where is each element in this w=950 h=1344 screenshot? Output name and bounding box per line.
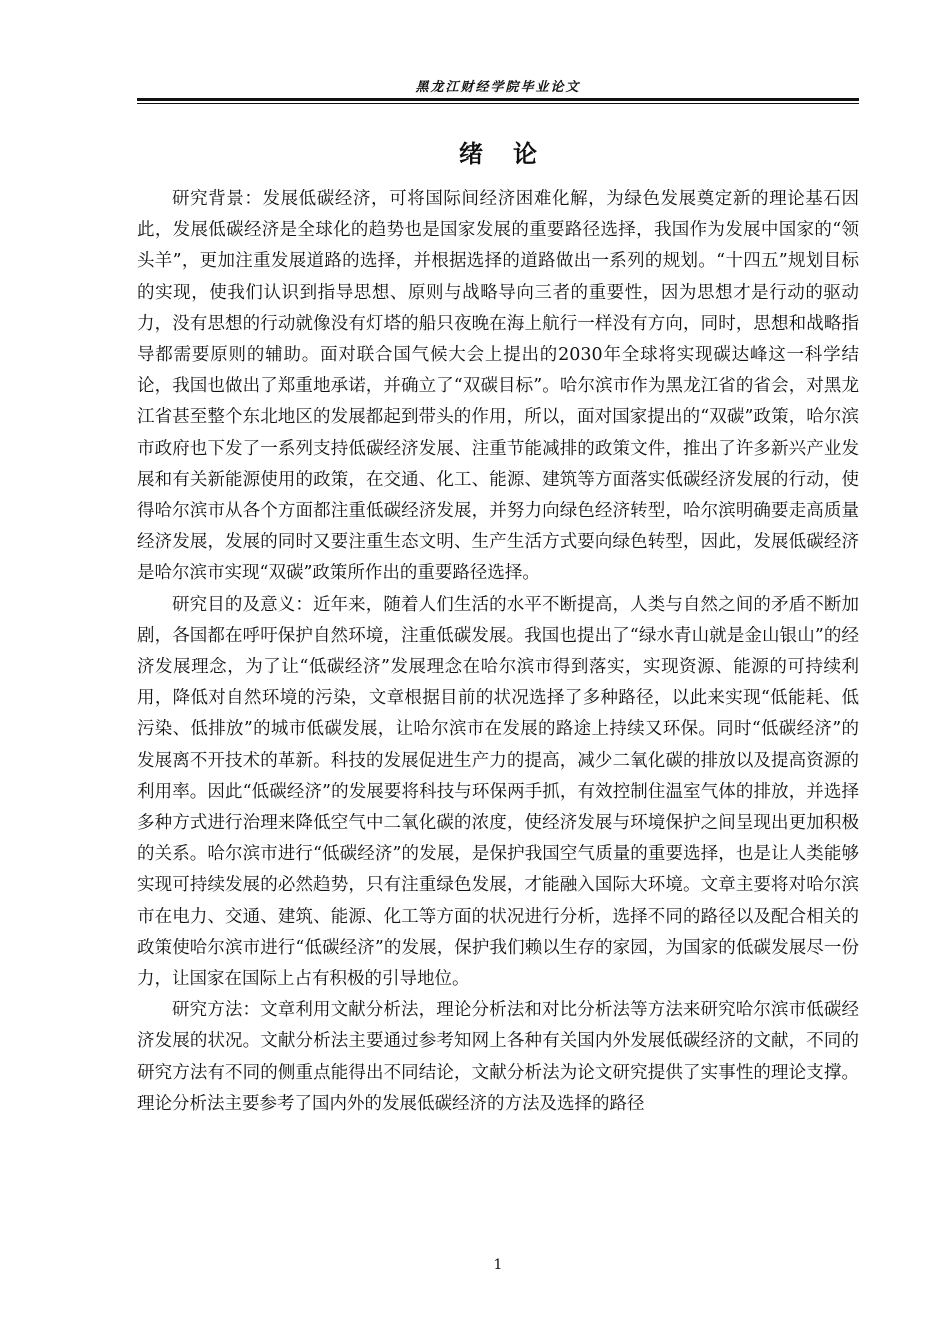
- body-text: [137, 184, 859, 1120]
- header-rule-thick: [137, 98, 859, 101]
- paragraph-research-background: 研究背景：发展低碳经济，可将国际间经济困难化解，为绿色发展奠定新的理论基石因此，发展低碳经济是全球化的趋势也是国家发展的重要路径选择，我国作为发展中国家的“领头羊”，更加注重发展道路的选择，并根据选择的道路做出一系列的规划。“十四五”规划目标的实现，使我们认识到指导思想、原则与战略导向三者的重要性，因为思想才是行动的驱动力，没有思想的行动就像没有灯塔的船只夜晚在海上航行一样没有方向，同时，思想和战略指导都需要原则的辅助。面对联合国气候大会上提出的2030年全球将实现碳达峰这一科学结论，我国也做出了郑重地承诺，并确立了“双碳目标”。哈尔滨市作为黑龙江省的省会，对黑龙江省甚至整个东北地区的发展都起到带头的作用，所以，面对国家提出的“双碳”政策，哈尔滨市政府也下发了一系列支持低碳经济发展、注重节能减排的政策文件，推出了许多新兴产业发展和有关新能源使用的政策，在交通、化工、能源、建筑等方面落实低碳经济发展的行动，使得哈尔滨市从各个方面都注重低碳经济发展，并努力向绿色经济转型，哈尔滨明确要走高质量经济发展，发展的同时又要注重生态文明、生产生活方式要向绿色转型，因此，发展低碳经济是哈尔滨市实现“双碳”政策所作出的重要路径选择。: [137, 189, 859, 584]
- running-header: 黑龙江财经学院毕业论文: [415, 80, 581, 95]
- page-number: 1: [493, 1257, 503, 1273]
- paragraph-research-purpose: 研究目的及意义：近年来，随着人们生活的水平不断提高，人类与自然之间的矛盾不断加剧，各国都在呼吁保护自然环境，注重低碳发展。我国也提出了“绿水青山就是金山银山”的经济发展理念，为了让“低碳经济”发展理念在哈尔滨市得到落实，实现资源、能源的可持续利用，降低对自然环境的污染，文章根据目前的状况选择了多种路径，以此来实现“低能耗、低污染、低排放”的城市低碳发展，让哈尔滨市在发展的路途上持续又环保。同时“低碳经济”的发展离不开技术的革新。科技的发展促进生产力的提高，减少二氧化碳的排放以及提高资源的利用率。因此“低碳经济”的发展要将科技与环保两手抓，有效控制住温室气体的排放，并选择多种方式进行治理来降低空气中二氧化碳的浓度，使经济发展与环境保护之间呈现出更加积极的关系。哈尔滨市进行“低碳经济”的发展，是保护我国空气质量的重要选择，也是让人类能够实现可持续发展的必然趋势，只有注重绿色发展，才能融入国际大环境。文章主要将对哈尔滨市在电力、交通、建筑、能源、化工等方面的状况进行分析，选择不同的路径以及配合相关的政策使哈尔滨市进行“低碳经济”的发展，保护我们赖以生存的家园，为国家的低碳发展尽一份力，让国家在国际上占有积极的引导地位。: [137, 594, 859, 990]
- paragraph-research-methods: 研究方法：文章利用文献分析法，理论分析法和对比分析法等方法来研究哈尔滨市低碳经济发展的状况。文献分析法主要通过参考知网上各种有关国内外发展低碳经济的文献，不同的研究方法有不同的侧重点能得出不同结论，文献分析法为论文研究提供了实事性的理论支撑。理论分析法主要参考了国内外的发展低碳经济的方法及选择的路径: [137, 1000, 859, 1114]
- header-rule-thin: [137, 103, 859, 104]
- chapter-title: 绪论: [459, 139, 567, 168]
